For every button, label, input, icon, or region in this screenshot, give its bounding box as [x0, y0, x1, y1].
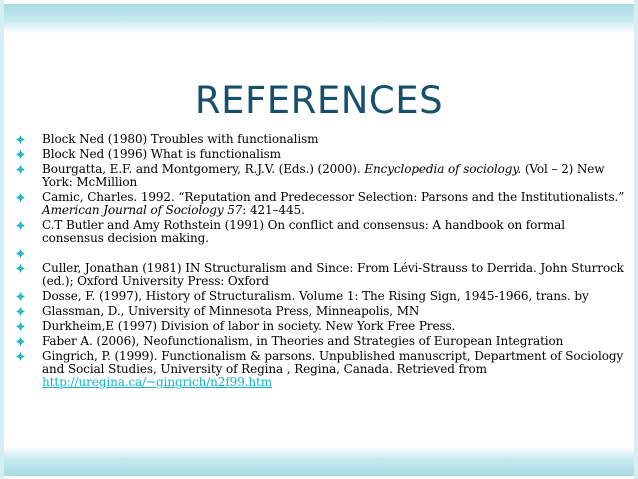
diamond-flower-icon [16, 337, 25, 346]
reference-item [12, 350, 628, 389]
frame-left-border [0, 0, 4, 479]
reference-item [12, 335, 628, 348]
reference-text: Faber A. (2006), Neofunctionalism, in Theories and Strategies of European Integration [42, 334, 564, 348]
reference-tail-text: : 421–445. [242, 203, 305, 217]
diamond-flower-icon [16, 249, 25, 258]
reference-text: C.T Butler and Amy Rothstein (1991) On conflict and consensus: A handbook on formal consensus decision making. [42, 218, 565, 245]
reference-text: Durkheim,E (1997) Division of labor in society. New York Free Press. [42, 319, 456, 333]
diamond-flower-icon [16, 221, 25, 230]
reference-item [12, 133, 628, 146]
reference-text: Block Ned (1996) What is functionalism [42, 147, 281, 161]
reference-item [12, 219, 628, 245]
diamond-flower-icon [16, 322, 25, 331]
reference-text: Dosse, F. (1997), History of Structuralism. Volume 1: The Rising Sign, 1945-1966, trans. by [42, 289, 589, 303]
reference-item [12, 262, 628, 288]
reference-italic-text: American Journal of Sociology 57 [42, 203, 243, 217]
diamond-flower-icon [16, 135, 25, 144]
frame-bottom-band [4, 446, 634, 476]
reference-item [12, 320, 628, 333]
slide-title: REFERENCES [194, 79, 444, 122]
reference-list [12, 133, 628, 391]
reference-item [12, 163, 628, 189]
diamond-flower-icon [16, 352, 25, 361]
reference-item [12, 148, 628, 161]
reference-text: Gingrich, P. (1999). Functionalism & parsons. Unpublished manuscript, Department of Sociology and Social Studies, University of Regina , Regina, Canada. Retrieved from [42, 349, 624, 376]
reference-tail-text: (Vol – 2) New York: McMillion [42, 162, 605, 189]
frame-right-border [634, 0, 638, 479]
diamond-flower-icon [16, 193, 25, 202]
diamond-flower-icon [16, 307, 25, 316]
reference-italic-text: Encyclopedia of sociology. [364, 162, 522, 176]
frame-top-band [4, 4, 634, 34]
reference-item [12, 290, 628, 303]
reference-text: Camic, Charles. 1992. “Reputation and Predecessor Selection: Parsons and the Institutionalists.” [42, 190, 625, 204]
reference-text: Glassman, D., University of Minnesota Press, Minneapolis, MN [42, 304, 420, 318]
reference-text: Culler, Jonathan (1981) IN Structuralism and Since: From Lévi-Strauss to Derrida. John Sturrock (ed.); Oxford University Press: Oxford [42, 261, 624, 288]
reference-item [12, 191, 628, 217]
reference-link[interactable]: http://uregina.ca/~gingrich/n2f99.htm [42, 375, 273, 389]
diamond-flower-icon [16, 165, 25, 174]
diamond-flower-icon [16, 264, 25, 273]
reference-item [12, 247, 628, 260]
reference-item [12, 305, 628, 318]
diamond-flower-icon [16, 292, 25, 301]
reference-text: Block Ned (1980) Troubles with functionalism [42, 132, 319, 146]
diamond-flower-icon [16, 150, 25, 159]
reference-text: Bourgatta, E.F. and Montgomery, R.J.V. (Eds.) (2000). [42, 162, 365, 176]
